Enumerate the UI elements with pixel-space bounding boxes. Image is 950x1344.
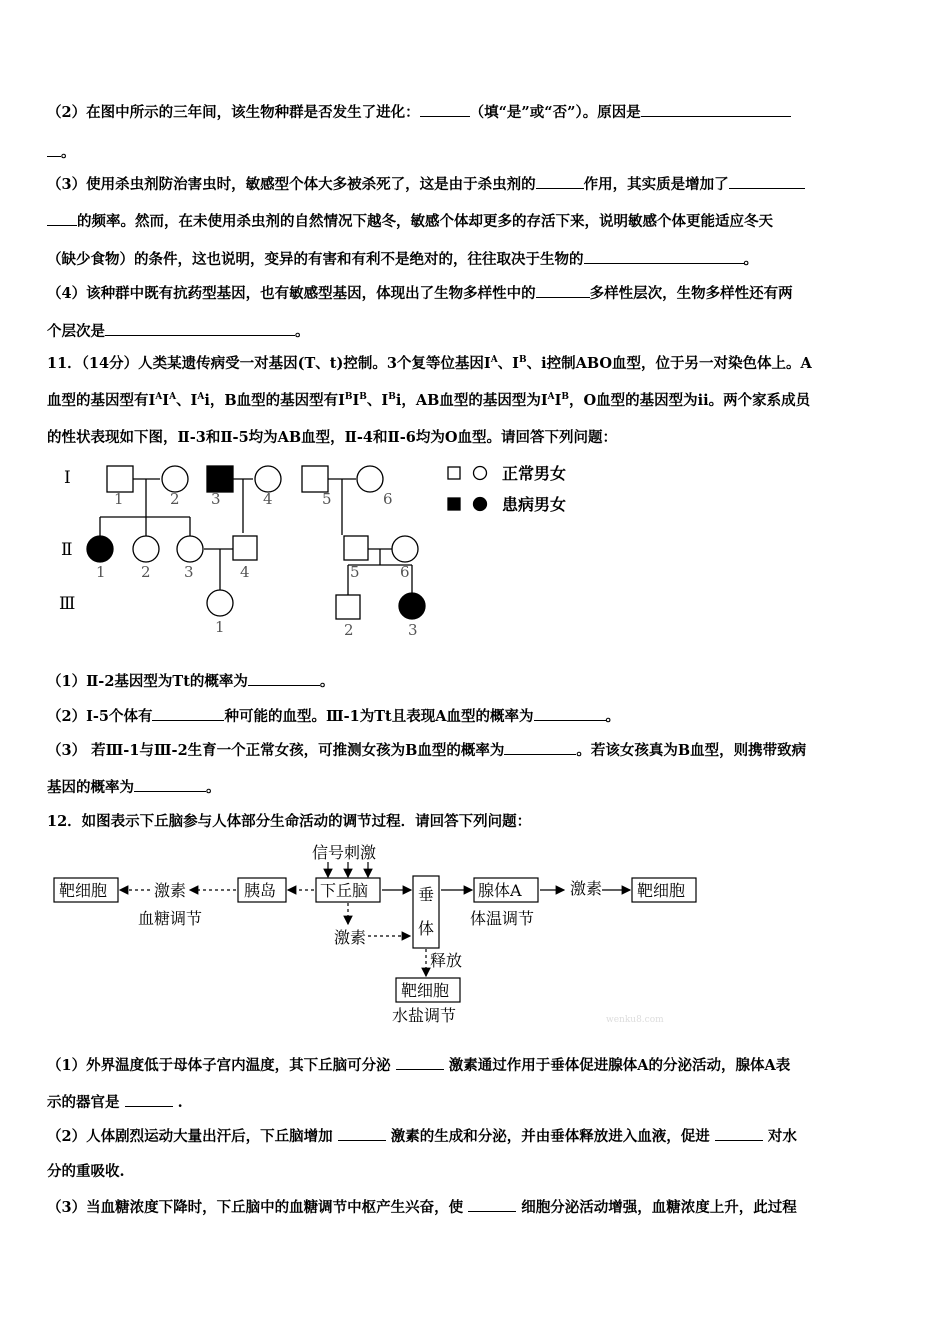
- release-label: 释放: [430, 951, 463, 970]
- individual-I2: [162, 466, 188, 492]
- target-cell-label-2: 靶细胞: [637, 881, 686, 900]
- glucose-regulation-label: 血糖调节: [138, 909, 203, 928]
- blank[interactable]: [248, 671, 320, 686]
- q10-part2-line1: （2）在图中所示的三年间，该生物种群是否发生了进化： （填“是”或“否”）。原因是: [47, 102, 912, 123]
- blank[interactable]: [536, 283, 590, 298]
- pituitary-label-1: 垂: [418, 885, 435, 904]
- individual-II3: [177, 536, 203, 562]
- q10-part3-line1: （3）使用杀虫剂防治害虫时，敏感型个体大多被杀死了，这是由于杀虫剂的 作用，其实质是增加了: [47, 174, 912, 195]
- num: 3: [211, 490, 221, 508]
- blank[interactable]: [47, 211, 77, 226]
- blank[interactable]: [125, 1092, 173, 1107]
- num: 1: [96, 563, 106, 581]
- pituitary-label-2: 体: [418, 919, 435, 938]
- individual-III3: [399, 593, 425, 619]
- blank[interactable]: [468, 1197, 516, 1212]
- blank[interactable]: [134, 777, 206, 792]
- q11-intro-line1: 11．（14分）人类某遗传病受一对基因(T、t)控制。3个复等位基因$I^A$、$I^B$、i控制ABO血型，位于另一对染色体上。A: [47, 355, 812, 372]
- num: 5: [322, 490, 332, 508]
- gen-label-I: Ⅰ: [64, 468, 71, 488]
- num: 2: [344, 621, 354, 639]
- hormone-label-2: 激素: [570, 879, 603, 898]
- num: 6: [400, 563, 410, 581]
- q12-intro: 12．如图表示下丘脑参与人体部分生命活动的调节过程．请回答下列问题：: [47, 813, 532, 830]
- islet-label: 胰岛: [244, 881, 277, 900]
- target-cell-label-1: 靶细胞: [59, 881, 108, 900]
- gen-label-III: Ⅲ: [59, 594, 76, 614]
- blank[interactable]: [534, 706, 606, 721]
- num: 3: [408, 621, 418, 639]
- individual-II6: [392, 536, 418, 562]
- q12-sub2-line2: 分的重吸收.: [47, 1163, 125, 1180]
- blank[interactable]: [47, 142, 61, 157]
- num: 1: [114, 490, 124, 508]
- individual-III1: [207, 590, 233, 616]
- q10-part3-line2: 的频率。然而，在未使用杀虫剂的自然情况下越冬，敏感个体却更多的存活下来，说明敏感个体更能适应冬天: [47, 211, 912, 232]
- temperature-regulation-label: 体温调节: [470, 909, 535, 928]
- num: 4: [240, 563, 250, 581]
- q10-part4-line1: （4）该种群中既有抗药型基因，也有敏感型基因，体现出了生物多样性中的 多样性层次，生物多样性还有两: [47, 285, 793, 302]
- num: 1: [215, 618, 225, 636]
- gland-a-label: 腺体A: [478, 881, 522, 900]
- hypothalamus-label: 下丘脑: [320, 881, 369, 900]
- q11-intro-line3: 的性状表现如下图，Ⅱ-3和Ⅱ-5均为AB血型，Ⅱ-4和Ⅱ-6均为O血型。请回答下列问题：: [47, 429, 617, 446]
- num: 2: [170, 490, 180, 508]
- hypothalamus-diagram: [50, 838, 730, 1028]
- num: 5: [350, 563, 360, 581]
- individual-I3: [207, 466, 233, 492]
- legend-affected-male-icon: [448, 498, 460, 510]
- blank[interactable]: [641, 102, 791, 117]
- gen-label-II: Ⅱ: [61, 540, 73, 560]
- q10-part3-line3: （缺少食物）的条件，这也说明，变异的有害和有利不是绝对的，往往取决于生物的 。: [47, 251, 758, 268]
- hormone-label-3: 激素: [334, 928, 367, 947]
- q11-sub2: （2）Ⅰ-5个体有 种可能的血型。Ⅲ-1为Tt且表现A血型的概率为 。: [47, 708, 620, 725]
- blank[interactable]: [152, 706, 224, 721]
- legend-normal-female-icon: [474, 467, 487, 480]
- individual-I4: [255, 466, 281, 492]
- legend-affected-female-icon: [474, 498, 487, 511]
- individual-I5: [302, 466, 328, 492]
- blank[interactable]: [584, 249, 744, 264]
- individual-I1: [107, 466, 133, 492]
- q10-part2-line2: 。: [47, 142, 912, 163]
- q11-sub3-line1: （3） 若Ⅲ-1与Ⅲ-2生育一个正常女孩，可推测女孩为B血型的概率为 。若该女孩真为B血型，则携带致病: [47, 742, 807, 759]
- pedigree-chart: [50, 455, 610, 645]
- blank[interactable]: [105, 321, 295, 336]
- target-cell-label-3: 靶细胞: [401, 981, 450, 1000]
- blank[interactable]: [420, 102, 470, 117]
- individual-II2: [133, 536, 159, 562]
- individual-II5: [344, 536, 368, 560]
- individual-I6: [357, 466, 383, 492]
- num: 3: [184, 563, 194, 581]
- q11-intro-line2: 血型的基因型有$I^AI^A$、$I^Ai$，B血型的基因型有$I^BI^B$、$I^Bi$，AB血型的基因型为$I^AI^B$，O血型的基因型为ii。两个家系成员: [47, 392, 811, 409]
- individual-II1: [87, 536, 113, 562]
- legend-normal-label: 正常男女: [502, 464, 567, 483]
- q11-sub3-line2: 基因的概率为 。: [47, 779, 221, 796]
- blank[interactable]: [536, 174, 584, 189]
- q12-sub3-line1: （3）当血糖浓度下降时，下丘脑中的血糖调节中枢产生兴奋，使 细胞分泌活动增强，血糖浓度上升，此过程: [47, 1199, 797, 1216]
- blank[interactable]: [396, 1055, 444, 1070]
- blank[interactable]: [715, 1126, 763, 1141]
- num: 6: [383, 490, 393, 508]
- q12-sub1-line1: （1）外界温度低于母体子宫内温度，其下丘脑可分泌 激素通过作用于垂体促进腺体A的分泌活动，腺体A表: [47, 1057, 791, 1074]
- num: 2: [141, 563, 151, 581]
- q11-sub1: （1）Ⅱ-2基因型为Tt的概率为 。: [47, 673, 335, 690]
- watermark: wenku8.com: [606, 1015, 664, 1025]
- hormone-label-1: 激素: [154, 881, 187, 900]
- num: 4: [263, 490, 273, 508]
- q12-sub2-line1: （2）人体剧烈运动大量出汗后，下丘脑增加 激素的生成和分泌，并由垂体释放进入血液，促进 对水: [47, 1128, 797, 1145]
- blank[interactable]: [338, 1126, 386, 1141]
- legend-affected-label: 患病男女: [502, 495, 567, 514]
- signal-label: 信号刺激: [312, 843, 377, 862]
- legend-normal-male-icon: [448, 467, 460, 479]
- individual-III2: [336, 595, 360, 619]
- q10-part4-line2: 个层次是 。: [47, 323, 310, 340]
- individual-II4: [233, 536, 257, 560]
- q12-sub1-line2: 示的器官是 .: [47, 1094, 183, 1111]
- water-salt-regulation-label: 水盐调节: [392, 1006, 457, 1025]
- blank[interactable]: [729, 174, 805, 189]
- blank[interactable]: [504, 740, 576, 755]
